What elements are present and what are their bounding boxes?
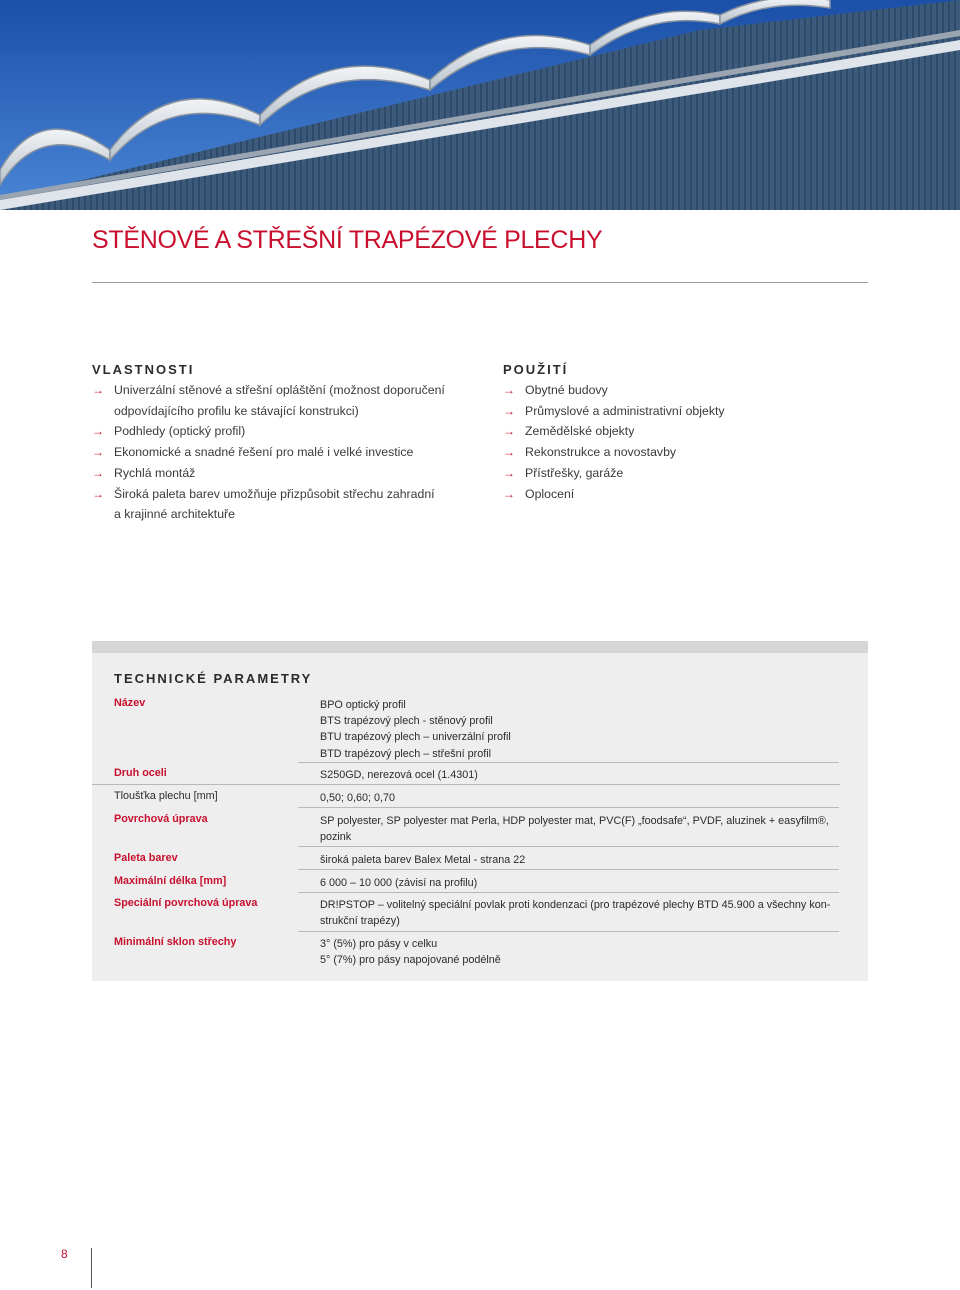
row-divider xyxy=(298,931,839,932)
row-label: Druh oceli xyxy=(114,767,167,779)
list-item: → Rekonstrukce a novostavby xyxy=(503,442,843,463)
arrow-right-icon: → xyxy=(503,445,515,460)
row-label: Název xyxy=(114,697,146,709)
row-label: Maximální délka [mm] xyxy=(114,875,227,887)
page-number: 8 xyxy=(61,1247,68,1261)
list-item: → Oplocení xyxy=(503,484,843,505)
usage-list xyxy=(503,380,843,504)
arrow-right-icon: → xyxy=(92,424,104,439)
row-label: Povrchová úprava xyxy=(114,813,208,825)
row-label: Minimální sklon střechy xyxy=(114,936,237,948)
arrow-right-icon: → xyxy=(503,403,515,418)
arrow-right-icon: → xyxy=(92,486,104,501)
list-item: → Široká paleta barev umožňuje přizpůsobit střechu zahradní xyxy=(92,484,472,505)
row-value: 0,50; 0,60; 0,70 xyxy=(320,792,396,804)
row-value: S250GD, nerezová ocel (1.4301) xyxy=(320,769,478,781)
row-value: DR!PSTOP – volitelný speciální povlak proti kondenzaci (pro trapézové plechy BTD 45.900 a všechny kon- strukční trapézy) xyxy=(320,899,831,928)
row-value: 3° (5%) pro pásy v celku 5° (7%) pro pásy napojované podélně xyxy=(320,938,501,967)
row-value: BPO optický profil BTS trapézový plech - stěnový profil BTU trapézový plech – univerzální profil BTD trapézový plech – střešní profil xyxy=(320,699,511,760)
properties-heading: VLASTNOSTI xyxy=(92,362,195,377)
list-item-continuation: odpovídajícího profilu ke stávající konstrukci) xyxy=(114,403,359,418)
row-divider xyxy=(298,892,839,893)
page-number-divider xyxy=(91,1248,92,1288)
row-value: SP polyester, SP polyester mat Perla, HDP polyester mat, PVC(F) „foodsafe“, PVDF, aluzinek + easyfilm®, pozink xyxy=(320,815,829,844)
arrow-right-icon: → xyxy=(503,486,515,501)
usage-heading: POUŽITÍ xyxy=(503,362,569,377)
row-divider xyxy=(92,784,840,785)
arrow-right-icon: → xyxy=(503,383,515,397)
list-item-continuation: a krajinné architektuře xyxy=(114,507,235,522)
row-value: široká paleta barev Balex Metal - strana 22 xyxy=(320,854,526,866)
hero-image xyxy=(0,0,960,210)
row-divider xyxy=(298,846,839,847)
list-item: → Rychlá montáž xyxy=(92,463,472,484)
properties-list xyxy=(92,380,472,525)
technical-parameters-box xyxy=(92,641,868,981)
arrow-right-icon: → xyxy=(503,424,515,439)
title-divider xyxy=(92,282,868,283)
row-divider xyxy=(298,807,839,808)
arrow-right-icon: → xyxy=(92,383,104,397)
page-title: STĚNOVÉ A STŘEŠNÍ TRAPÉZOVÉ PLECHY xyxy=(92,226,603,254)
row-label: Paleta barev xyxy=(114,852,178,864)
technical-heading: TECHNICKÉ PARAMETRY xyxy=(114,671,313,686)
list-item: → Podhledy (optický profil) xyxy=(92,421,472,442)
row-divider xyxy=(298,762,839,763)
list-item: → Zemědělské objekty xyxy=(503,421,843,442)
list-item: → Přístřešky, garáže xyxy=(503,463,843,484)
arrow-right-icon: → xyxy=(503,465,515,480)
arrow-right-icon: → xyxy=(92,465,104,480)
list-item: → Ekonomické a snadné řešení pro malé i velké investice xyxy=(92,442,472,463)
row-label: Speciální povrchová úprava xyxy=(114,897,258,909)
list-item: → Průmyslové a administrativní objekty xyxy=(503,401,843,422)
row-value: 6 000 – 10 000 (závisí na profilu) xyxy=(320,877,478,889)
list-item: → Univerzální stěnové a střešní opláštění (možnost doporučení xyxy=(92,380,472,401)
list-item: → Obytné budovy xyxy=(503,380,843,401)
row-label: Tloušťka plechu [mm] xyxy=(114,790,218,802)
row-divider xyxy=(298,869,839,870)
arrow-right-icon: → xyxy=(92,445,104,460)
box-top-band xyxy=(92,641,868,653)
